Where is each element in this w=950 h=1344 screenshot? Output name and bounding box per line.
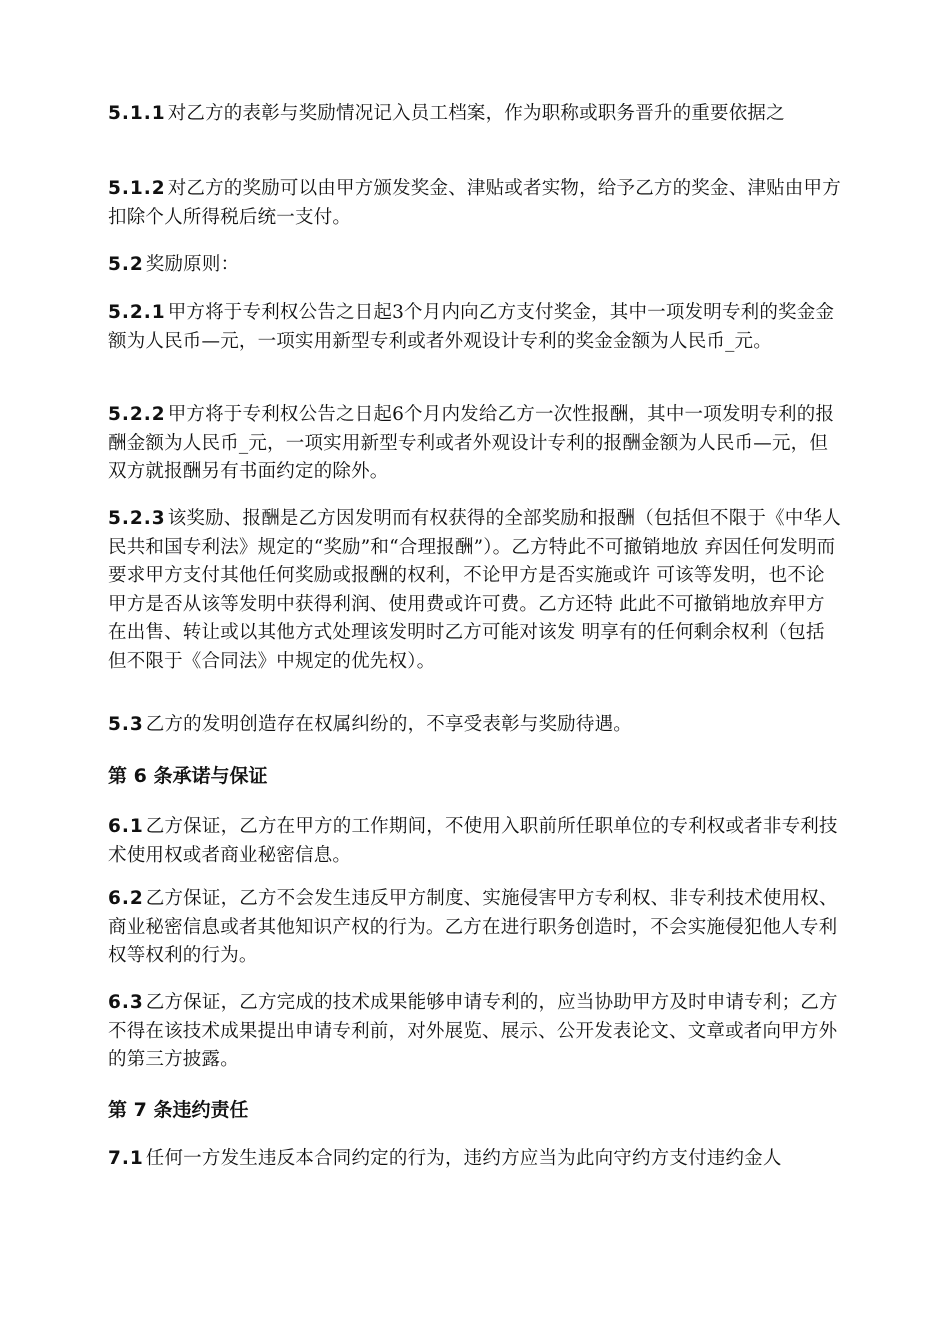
section-heading-7: 第 7 条违约责任 <box>108 1099 249 1121</box>
clause-5-1-1 <box>108 100 843 129</box>
clause-text: 乙方的发明创造存在权属纠纷的，不享受表彰与奖励待遇。 <box>145 714 632 735</box>
clause-5-3 <box>108 711 843 740</box>
clause-number: 5.2.1 <box>108 302 166 323</box>
clause-text: 对乙方的奖励可以由甲方颁发奖金、津贴或者实物，给予乙方的奖金、津贴由甲方扣除个人所得税后统一支付。 <box>108 178 841 228</box>
clause-6-3 <box>108 989 843 1075</box>
clause-text: 该奖励、报酬是乙方因发明而有权获得的全部奖励和报酬（包括但不限于《中华人民共和国专利法》规定的“奖励”和“合理报酬”）。乙方特此不可撤销地放 弃因任何发明而要求甲方支付其他任何奖励或报酬的权利，不论甲方是否实施或许 可该等发明，也不论甲方是否从该等发明中获得利润、使用费或许可费。乙方还特 此此不可撤销地放弃甲方在出售、转让或以其他方式处理该发明时乙方可能对该发 明享有的任何剩余权利（包括但不限于《合同法》中规定的优先权）。 <box>108 508 841 672</box>
clause-6-2 <box>108 885 843 971</box>
clause-number: 6.3 <box>108 992 144 1013</box>
clause-6-1 <box>108 813 843 870</box>
clause-number: 5.2.3 <box>108 508 166 529</box>
clause-text: 奖励原则： <box>145 254 240 275</box>
clause-text: 对乙方的表彰与奖励情况记入员工档案，作为职称或职务晋升的重要依据之 <box>167 103 785 124</box>
clause-number: 5.3 <box>108 714 144 735</box>
clause-5-2-3 <box>108 505 843 676</box>
clause-number: 5.1.1 <box>108 103 166 124</box>
clause-number: 5.2.2 <box>108 404 166 425</box>
clause-text: 乙方保证，乙方完成的技术成果能够申请专利的，应当协助甲方及时申请专利；乙方不得在该技术成果提出申请专利前，对外展览、展示、公开发表论文、文章或者向甲方外的第三方披露。 <box>108 992 838 1070</box>
clause-5-2-2 <box>108 401 843 487</box>
clause-number: 5.1.2 <box>108 178 166 199</box>
section-heading-6: 第 6 条承诺与保证 <box>108 765 268 787</box>
clause-text: 甲方将于专利权公告之日起6个月内发给乙方一次性报酬，其中一项发明专利的报酬金额为人民币_元，一项实用新型专利或者外观设计专利的报酬金额为人民币—元，但双方就报酬另有书面约定的除外。 <box>108 404 835 482</box>
clause-7-1 <box>108 1145 843 1174</box>
clause-number: 5.2 <box>108 254 144 275</box>
clause-text: 乙方保证，乙方不会发生违反甲方制度、实施侵害甲方专利权、非专利技术使用权、商业秘密信息或者其他知识产权的行为。乙方在进行职务创造时，不会实施侵犯他人专利权等权利的行为。 <box>108 888 838 966</box>
clause-text: 甲方将于专利权公告之日起3个月内向乙方支付奖金，其中一项发明专利的奖金金额为人民币—元，一项实用新型专利或者外观设计专利的奖金金额为人民币_元。 <box>108 302 835 352</box>
clause-number: 7.1 <box>108 1148 144 1169</box>
clause-number: 6.1 <box>108 816 144 837</box>
clause-text: 任何一方发生违反本合同约定的行为，违约方应当为此向守约方支付违约金人 <box>145 1148 782 1169</box>
clause-5-2 <box>108 251 843 280</box>
clause-number: 6.2 <box>108 888 144 909</box>
clause-text: 乙方保证，乙方在甲方的工作期间，不使用入职前所任职单位的专利权或者非专利技术使用权或者商业秘密信息。 <box>108 816 838 866</box>
clause-5-2-1 <box>108 299 843 356</box>
clause-5-1-2 <box>108 175 843 232</box>
